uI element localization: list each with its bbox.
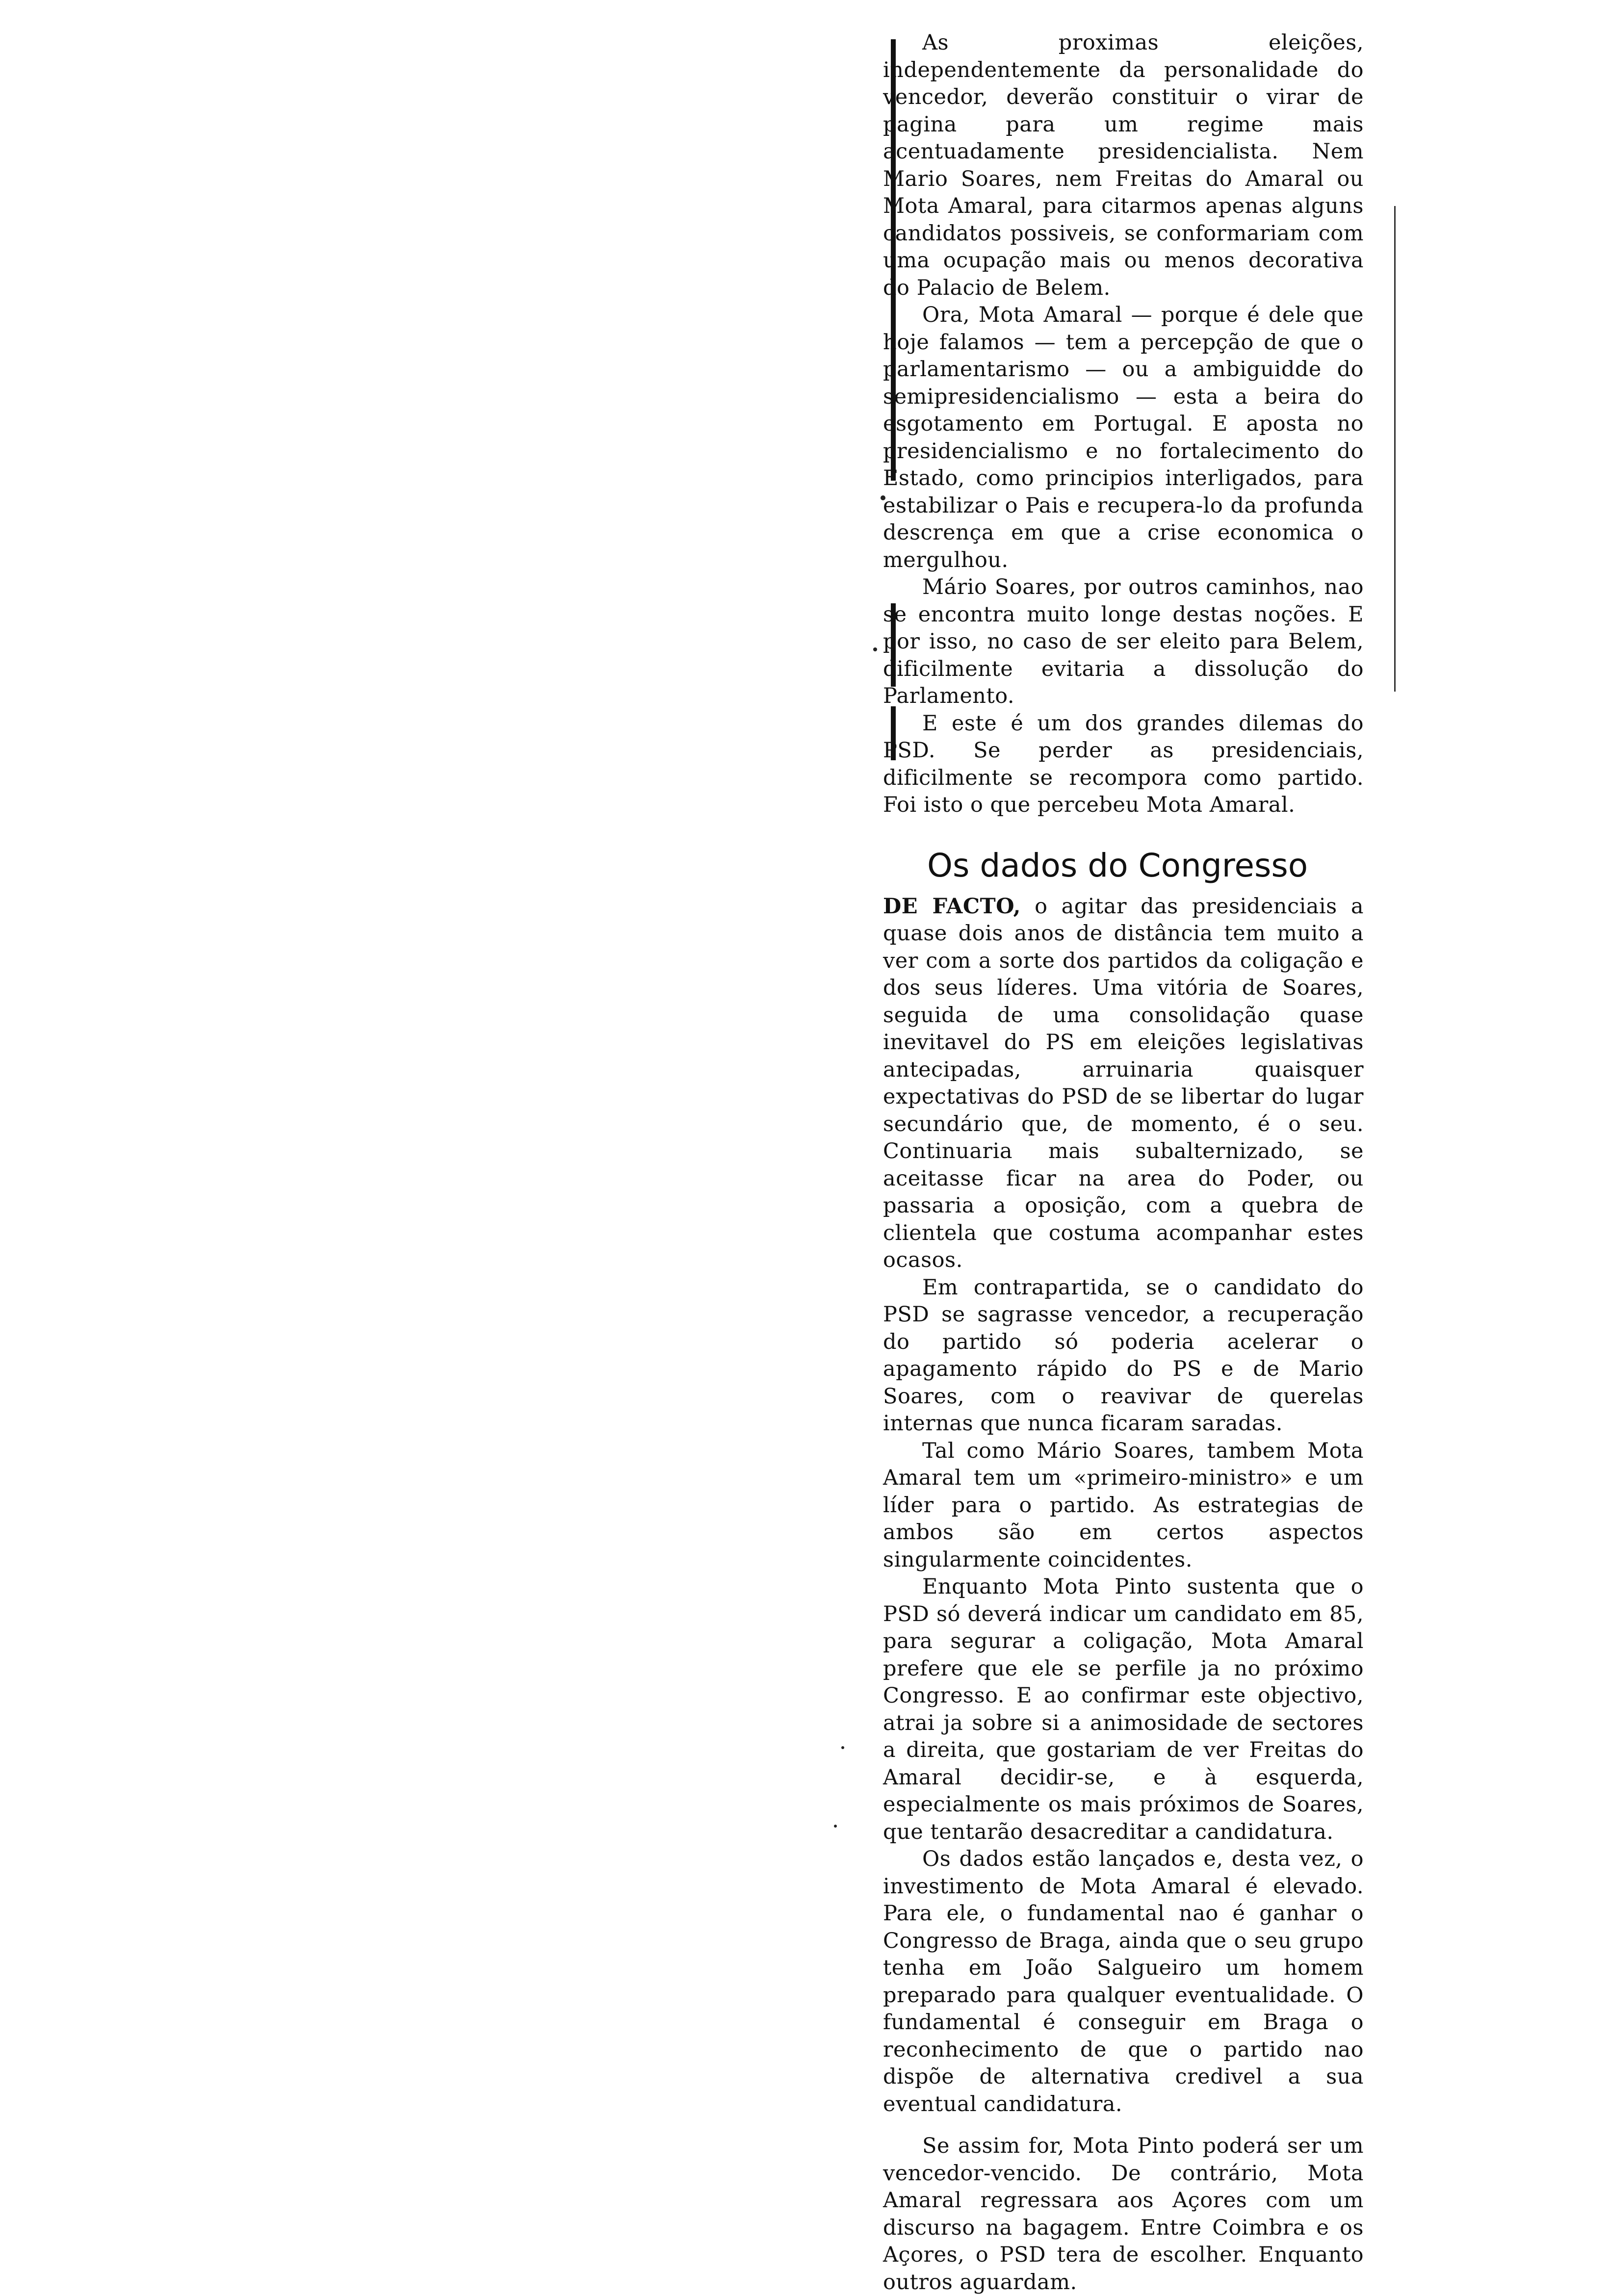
paragraph: Se assim for, Mota Pinto poderá ser um vencedor-vencido. De contrário, Mota Amaral regressara aos Açores com um discurso na bagagem. Entre Coimbra e os Açores, o PSD tera de escolher. Enquanto outros aguardam. xyxy=(883,2134,1364,2295)
paragraph-text: o agitar das presidenciais a quase dois anos de distância tem muito a ver com a sorte dos partidos da coligação e dos seus líderes. Uma vitória de Soares, seguida de uma consolidação quase inevitavel do PS em eleições legislativas antecipadas, arruinaria quaisquer expectativas do PSD de se libertar do lugar secundário que, de momento, é o seu. Continuaria mais subalternizado, se aceitasse ficar na area do Poder, ou passaria a oposição, com a quebra de clientela que costuma acompanhar estes ocasos. xyxy=(883,894,1364,1272)
scan-speck xyxy=(873,647,877,651)
paragraph xyxy=(883,893,1364,1274)
paragraph: Em contrapartida, se o candidato do PSD se sagrasse vencedor, a recuperação do partido só poderia acelerar o apagamento rápido do PS e de Mario Soares, com o reavivar de querelas internas que nunca ficaram saradas. xyxy=(883,1275,1364,1436)
column-rule xyxy=(1394,206,1396,692)
paragraph: Mário Soares, por outros caminhos, nao se encontra muito longe destas noções. E por isso, no caso de ser eleito para Belem, dificilmente evitaria a dissolução do Parlamento. xyxy=(883,575,1364,708)
paragraph: Enquanto Mota Pinto sustenta que o PSD só deverá indicar um candidato em 85, para segurar a coligação, Mota Amaral prefere que ele se perfile ja no próximo Congresso. E ao confirmar este objectivo, atrai ja sobre si a animosidade de sectores a direita, que gostariam de ver Freitas do Amaral decidir-se, e à esquerda, especialmente os mais próximos de Soares, que tentarão desacreditar a candidatura. xyxy=(883,1574,1364,1844)
paragraph: Tal como Mário Soares, tambem Mota Amaral tem um «primeiro-ministro» e um líder para o partido. As estrategias de ambos são em certos aspectos singularmente coincidentes. xyxy=(883,1438,1364,1572)
section-heading: Os dados do Congresso xyxy=(927,846,1308,884)
paragraph: Os dados estão lançados e, desta vez, o investimento de Mota Amaral é elevado. Para ele, o fundamental nao é ganhar o Congresso de Braga, ainda que o seu grupo tenha em João Salgueiro um homem preparado para qualquer eventualidade. O fundamental é conseguir em Braga o reconhecimento de que o partido nao dispõe de alternativa credivel a sua eventual candidatura. xyxy=(883,1847,1364,2116)
article-column xyxy=(883,29,1364,2296)
scan-speck xyxy=(834,1825,837,1828)
lead-in: DE FACTO, xyxy=(883,894,1021,919)
scan-speck xyxy=(841,1746,844,1749)
spacer xyxy=(883,2118,1364,2133)
paragraph: Ora, Mota Amaral — porque é dele que hoje falamos — tem a percepção de que o parlamentarismo — ou a ambiguidde do semipresidencialismo — esta a beira do esgotamento em Portugal. E aposta no presidencialismo e no fortalecimento do Estado, como principios interligados, para estabilizar o Pais e recupera-lo da profunda descrença em que a crise economica o mergulhou. xyxy=(883,303,1364,572)
paragraph: As proximas eleições, independentemente da personalidade do vencedor, deverão constituir o virar de pagina para um regime mais acentuadamente presidencialista. Nem Mario Soares, nem Freitas do Amaral ou Mota Amaral, para citarmos apenas alguns candidatos possiveis, se conformariam com uma ocupação mais ou menos decorativa do Palacio de Belem. xyxy=(883,30,1364,300)
paragraph: E este é um dos grandes dilemas do PSD. Se perder as presidenciais, dificilmente se recompora como partido. Foi isto o que percebeu Mota Amaral. xyxy=(883,711,1364,817)
